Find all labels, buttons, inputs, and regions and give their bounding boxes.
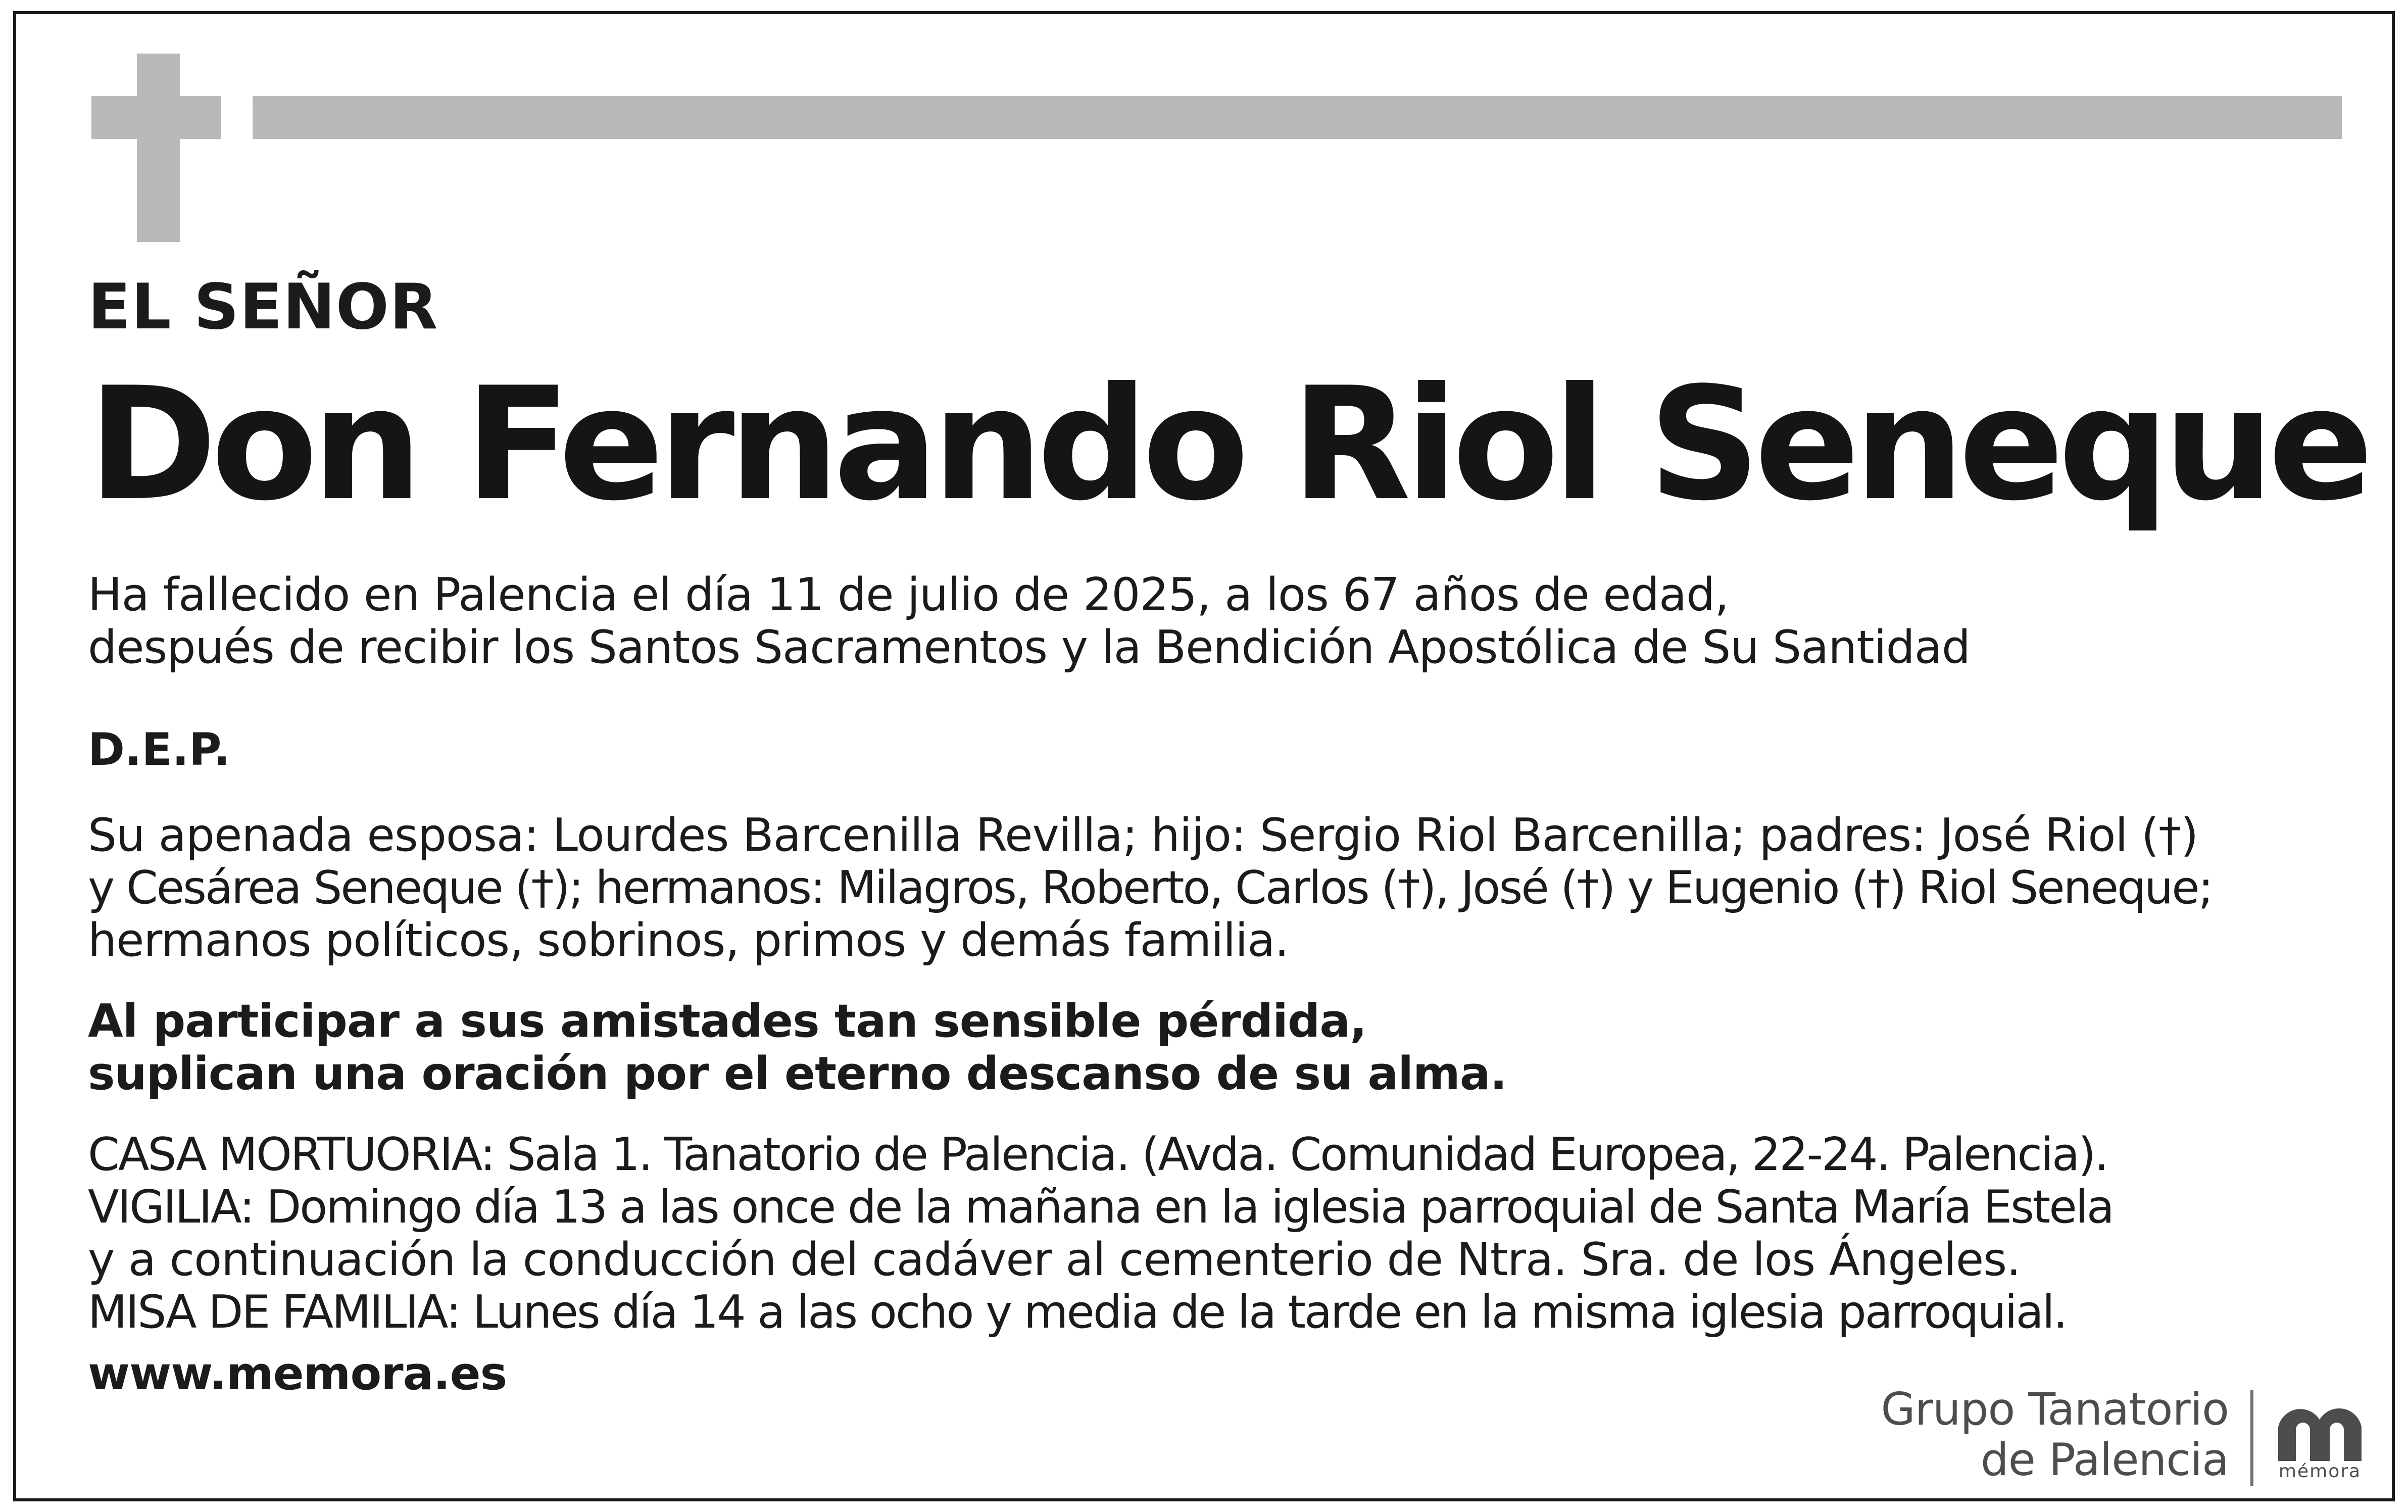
services-line-2: VIGILIA: Domingo día 13 a las once de la mañana en la iglesia parroquial de Santa María Estela	[88, 1181, 2113, 1234]
header-bar	[253, 96, 2342, 139]
request-line-2: suplican una oración por el eterno descanso de su alma.	[88, 1047, 1507, 1100]
dep-label: D.E.P.	[88, 723, 230, 775]
memora-logo-icon	[2273, 1399, 2367, 1462]
services-line-1: CASA MORTUORIA: Sala 1. Tanatorio de Palencia. (Avda. Comunidad Europea, 22-24. Palencia).	[88, 1128, 2107, 1181]
services-line-3: y a continuación la conducción del cadáver al cementerio de Ntra. Sra. de los Ángeles.	[88, 1233, 2021, 1286]
memora-logo-text: mémora	[2278, 1461, 2362, 1482]
request-line-1: Al participar a sus amistades tan sensible pérdida,	[88, 995, 1367, 1048]
death-notice-line-2: después de recibir los Santos Sacramentos y la Bendición Apostólica de Su Santidad	[88, 621, 1971, 674]
family-line-1: Su apenada esposa: Lourdes Barcenilla Revilla; hijo: Sergio Riol Barcenilla; padres: José Riol (†)	[88, 809, 2198, 862]
family-line-2: y Cesárea Seneque (†); hermanos: Milagros, Roberto, Carlos (†), José (†) y Eugenio (†) Riol Seneque;	[88, 861, 2212, 914]
funeral-home-brand	[1881, 1384, 2229, 1485]
family-line-3: hermanos políticos, sobrinos, primos y demás familia.	[88, 914, 1289, 967]
services-line-4: MISA DE FAMILIA: Lunes día 14 a las ocho y media de la tarde en la misma iglesia parroquial.	[88, 1286, 2067, 1339]
brand-line-1: Grupo Tanatorio	[1881, 1383, 2229, 1435]
death-notice-line-1: Ha fallecido en Palencia el día 11 de julio de 2025, a los 67 años de edad,	[88, 568, 1729, 621]
cross-icon-vertical	[137, 54, 180, 242]
brand-line-2: de Palencia	[1980, 1434, 2229, 1486]
website-link[interactable]: www.memora.es	[88, 1347, 507, 1400]
cross-icon-horizontal	[91, 96, 221, 139]
brand-divider	[2250, 1390, 2253, 1486]
honorific: EL SEÑOR	[88, 271, 438, 344]
deceased-name: Don Fernando Riol Seneque	[88, 354, 2368, 535]
